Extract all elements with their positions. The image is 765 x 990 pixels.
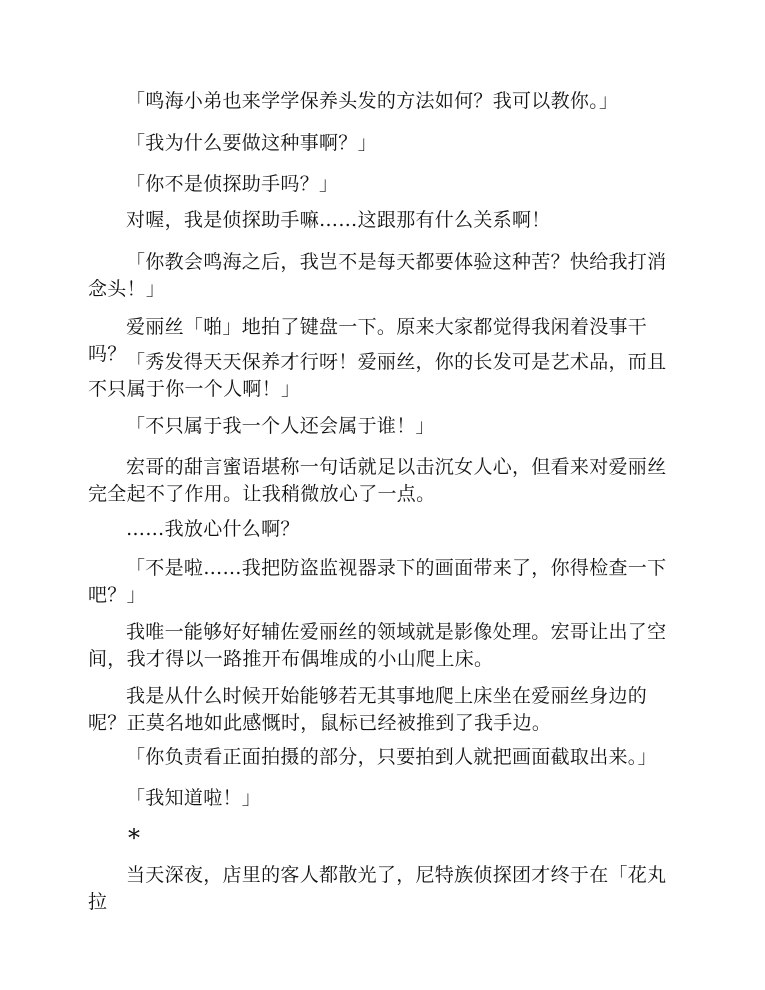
paragraph: 「不只属于我一个人还会属于谁！」	[126, 415, 435, 437]
section-separator: *	[128, 824, 140, 852]
paragraph: 「鸣海小弟也来学学保养头发的方法如何？我可以教你。」	[126, 90, 619, 112]
paragraph: 我唯一能够好好辅佐爱丽丝的领域就是影像处理。宏哥让出了空间，我才得以一路推开布偶堆成的小山爬上床。	[88, 621, 667, 670]
paragraph: 「你教会鸣海之后，我岂不是每天都要体验这种苦？快给我打消念头！」	[88, 251, 667, 300]
paragraph: 「你不是侦探助手吗？」	[126, 173, 339, 195]
paragraph: 宏哥的甜言蜜语堪称一句话就足以击沉女人心，但看来对爱丽丝完全起不了作用。让我稍微放心了一点。	[88, 456, 667, 505]
paragraph: 「不是啦……我把防盗监视器录下的画面带来了，你得检查一下吧？」	[88, 557, 667, 606]
paragraph: 我是从什么时候开始能够若无其事地爬上床坐在爱丽丝身边的呢？正莫名地如此感慨时，鼠标已经被推到了我手边。	[88, 685, 648, 734]
paragraph: 「秀发得天天保养才行呀！爱丽丝，你的长发可是艺术品，而且不只属于你一个人啊！」	[88, 351, 667, 400]
paragraph: ……我放心什么啊？	[126, 518, 300, 540]
paragraph: 「我为什么要做这种事啊？」	[126, 132, 377, 154]
paragraph: 爱丽丝「啪」地拍了键盘一下。原来大家都觉得我闲着没事干吗？	[88, 316, 648, 365]
paragraph: 「我知道啦！」	[126, 787, 262, 809]
paragraph: 当天深夜，店里的客人都散光了，尼特族侦探团才终于在「花丸拉	[88, 864, 667, 913]
paragraph: 「你负责看正面拍摄的部分，只要拍到人就把画面截取出来。」	[126, 746, 657, 768]
paragraph: 对喔，我是侦探助手嘛……这跟那有什么关系啊！	[126, 209, 551, 231]
